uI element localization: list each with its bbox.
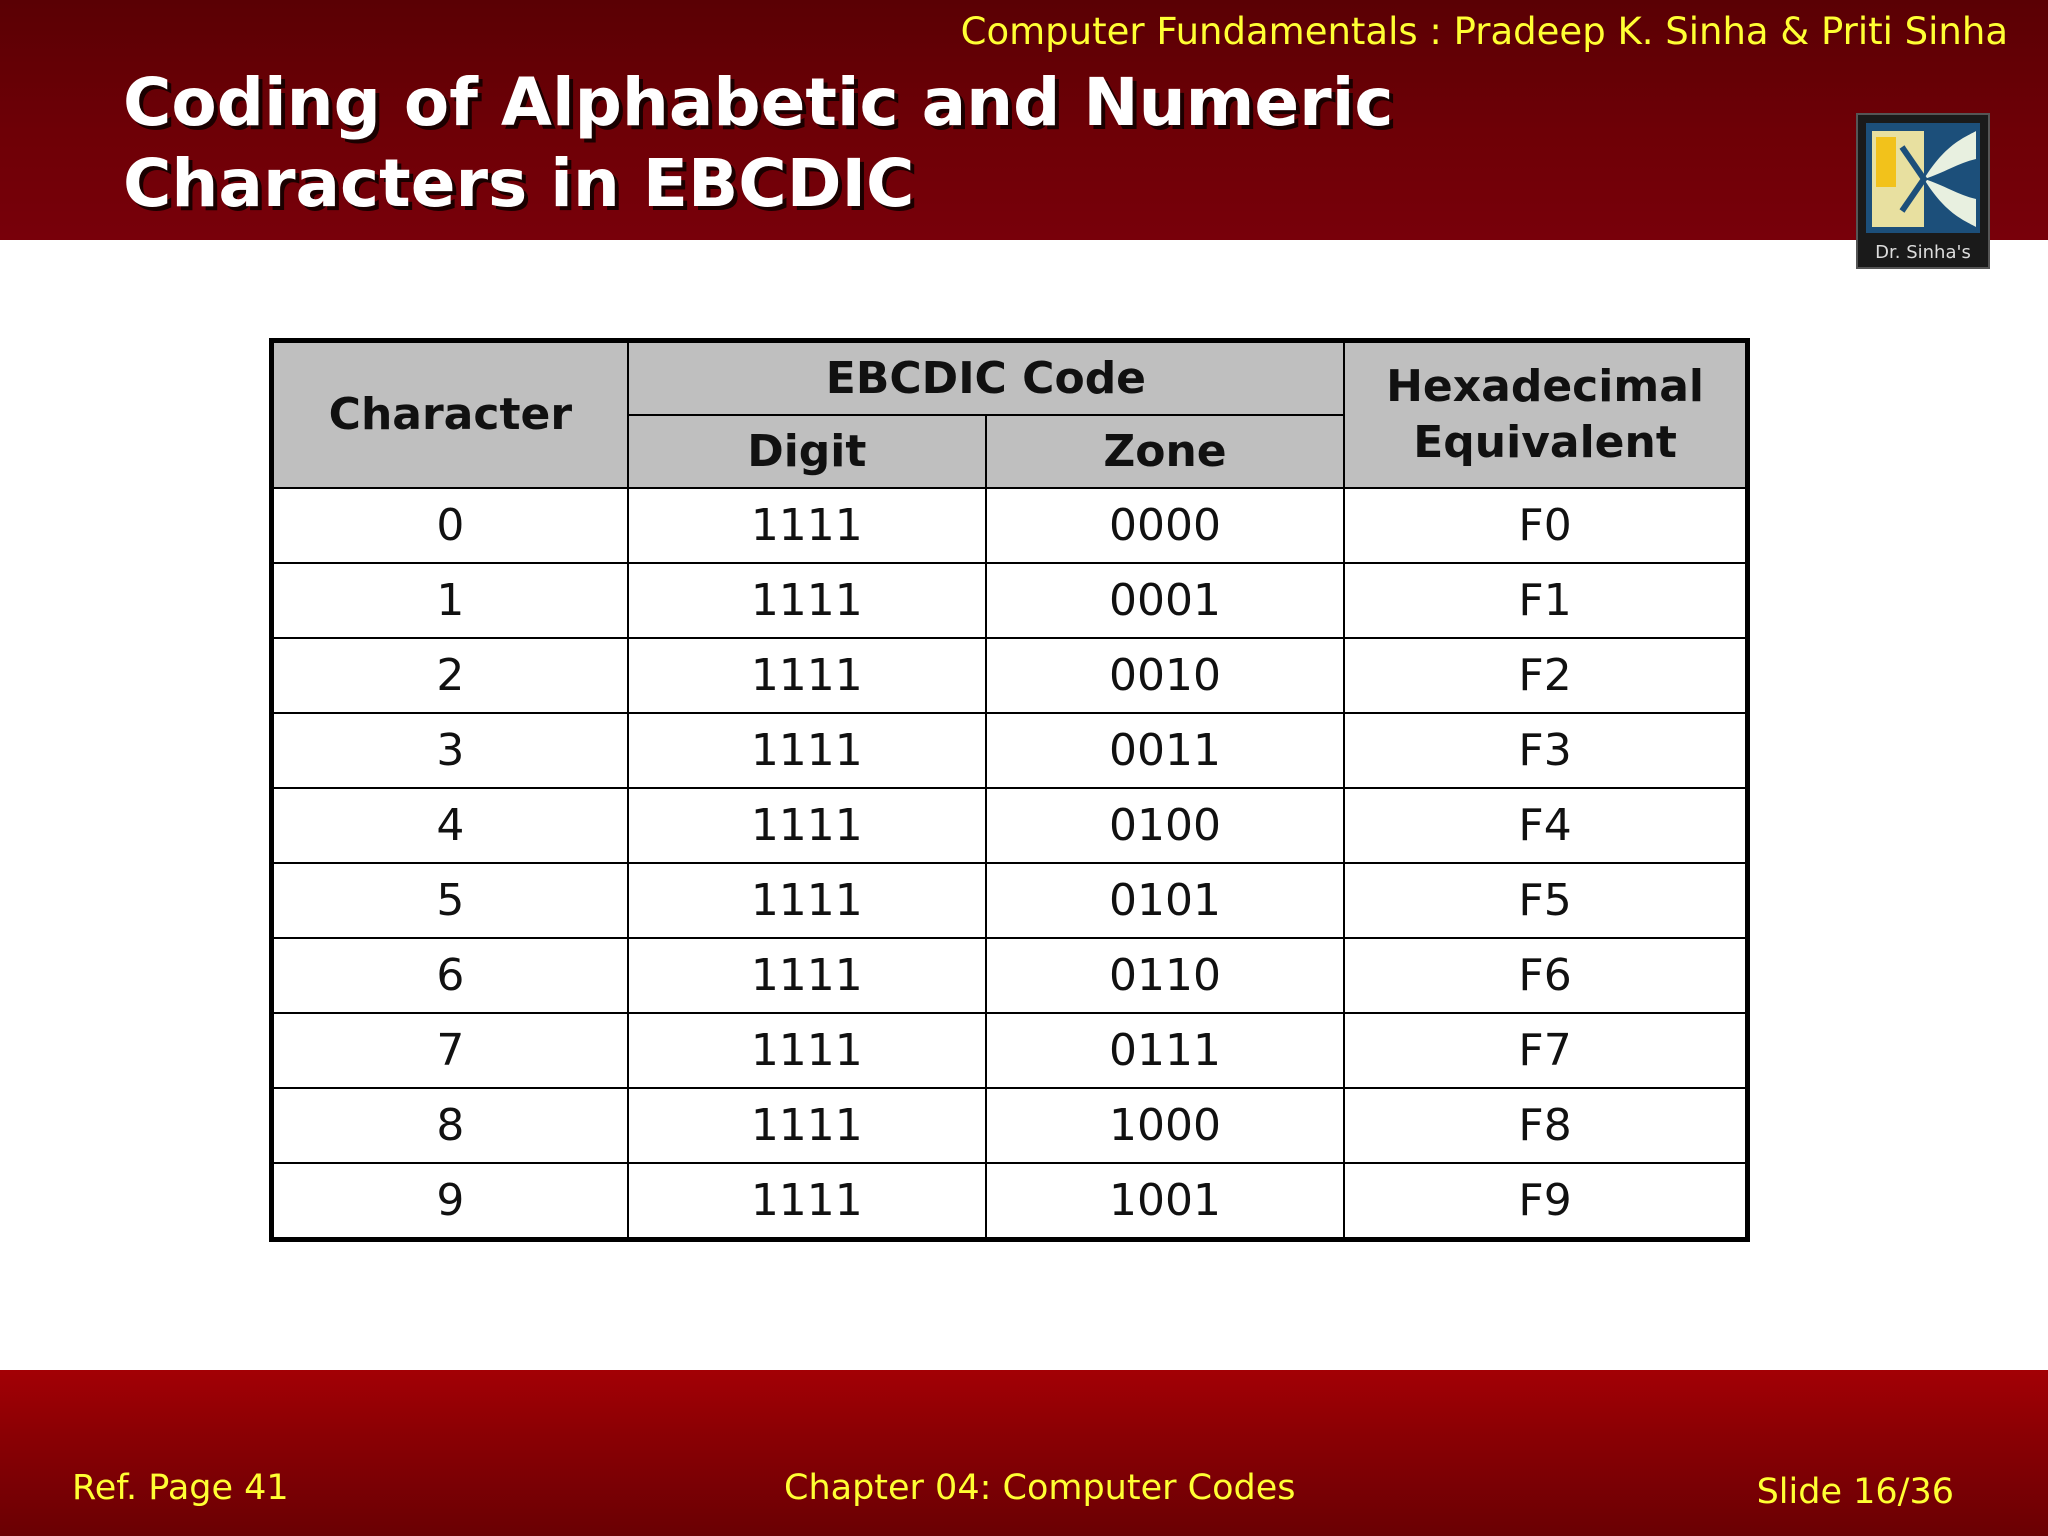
cell-hex: F4 xyxy=(1344,788,1747,863)
table-row xyxy=(272,1013,1748,1088)
cell-character: 0 xyxy=(272,488,628,563)
logo-caption: Dr. Sinha's xyxy=(1875,242,1971,263)
header-hex-line-2: Equivalent xyxy=(1413,417,1677,468)
header-ebcdic-code: EBCDIC Code xyxy=(628,341,1344,416)
cell-hex: F6 xyxy=(1344,938,1747,1013)
table-header-row xyxy=(272,341,1748,416)
table-row xyxy=(272,1088,1748,1163)
cell-zone: 1001 xyxy=(986,1163,1344,1240)
header-character: Character xyxy=(272,341,628,489)
table-row xyxy=(272,713,1748,788)
slide-footer xyxy=(0,1370,2048,1536)
cell-hex: F3 xyxy=(1344,713,1747,788)
cell-digit: 1111 xyxy=(628,1088,986,1163)
slide-header xyxy=(0,0,2048,240)
slide-title-line-2: Characters in EBCDIC xyxy=(123,145,915,222)
cell-zone: 0111 xyxy=(986,1013,1344,1088)
cell-character: 3 xyxy=(272,713,628,788)
cell-character: 1 xyxy=(272,563,628,638)
ref-page: Ref. Page 41 xyxy=(72,1468,289,1508)
publisher-logo xyxy=(1856,113,1990,269)
cell-hex: F1 xyxy=(1344,563,1747,638)
cell-digit: 1111 xyxy=(628,1013,986,1088)
slide-title-line-1: Coding of Alphabetic and Numeric xyxy=(123,64,1394,141)
cell-character: 2 xyxy=(272,638,628,713)
table-row xyxy=(272,563,1748,638)
cell-hex: F2 xyxy=(1344,638,1747,713)
table-row xyxy=(272,938,1748,1013)
chapter-title: Chapter 04: Computer Codes xyxy=(784,1468,1296,1508)
header-hex-line-1: Hexadecimal xyxy=(1386,361,1704,412)
slide-number: Slide 16/36 xyxy=(1756,1472,1954,1512)
cell-digit: 1111 xyxy=(628,938,986,1013)
cell-character: 8 xyxy=(272,1088,628,1163)
table-row xyxy=(272,1163,1748,1240)
header-digit: Digit xyxy=(628,415,986,488)
cell-zone: 0010 xyxy=(986,638,1344,713)
cell-hex: F8 xyxy=(1344,1088,1747,1163)
table-row xyxy=(272,863,1748,938)
cell-digit: 1111 xyxy=(628,1163,986,1240)
cell-character: 7 xyxy=(272,1013,628,1088)
logo-emblem-icon xyxy=(1866,123,1980,233)
cell-hex: F0 xyxy=(1344,488,1747,563)
cell-character: 5 xyxy=(272,863,628,938)
header-hex-equivalent xyxy=(1344,341,1747,489)
cell-hex: F9 xyxy=(1344,1163,1747,1240)
cell-zone: 0011 xyxy=(986,713,1344,788)
cell-zone: 0110 xyxy=(986,938,1344,1013)
cell-zone: 0001 xyxy=(986,563,1344,638)
cell-digit: 1111 xyxy=(628,863,986,938)
cell-character: 9 xyxy=(272,1163,628,1240)
ebcdic-table xyxy=(269,338,1750,1242)
cell-digit: 1111 xyxy=(628,638,986,713)
cell-hex: F7 xyxy=(1344,1013,1747,1088)
cell-character: 4 xyxy=(272,788,628,863)
table-row xyxy=(272,488,1748,563)
cell-zone: 0000 xyxy=(986,488,1344,563)
book-credit: Computer Fundamentals : Pradeep K. Sinha & Priti Sinha xyxy=(960,10,2008,53)
cell-digit: 1111 xyxy=(628,488,986,563)
cell-zone: 0100 xyxy=(986,788,1344,863)
cell-zone: 0101 xyxy=(986,863,1344,938)
slide-title xyxy=(123,62,1393,224)
cell-digit: 1111 xyxy=(628,788,986,863)
table-row xyxy=(272,638,1748,713)
cell-character: 6 xyxy=(272,938,628,1013)
cell-hex: F5 xyxy=(1344,863,1747,938)
header-zone: Zone xyxy=(986,415,1344,488)
cell-zone: 1000 xyxy=(986,1088,1344,1163)
table-row xyxy=(272,788,1748,863)
cell-digit: 1111 xyxy=(628,563,986,638)
cell-digit: 1111 xyxy=(628,713,986,788)
